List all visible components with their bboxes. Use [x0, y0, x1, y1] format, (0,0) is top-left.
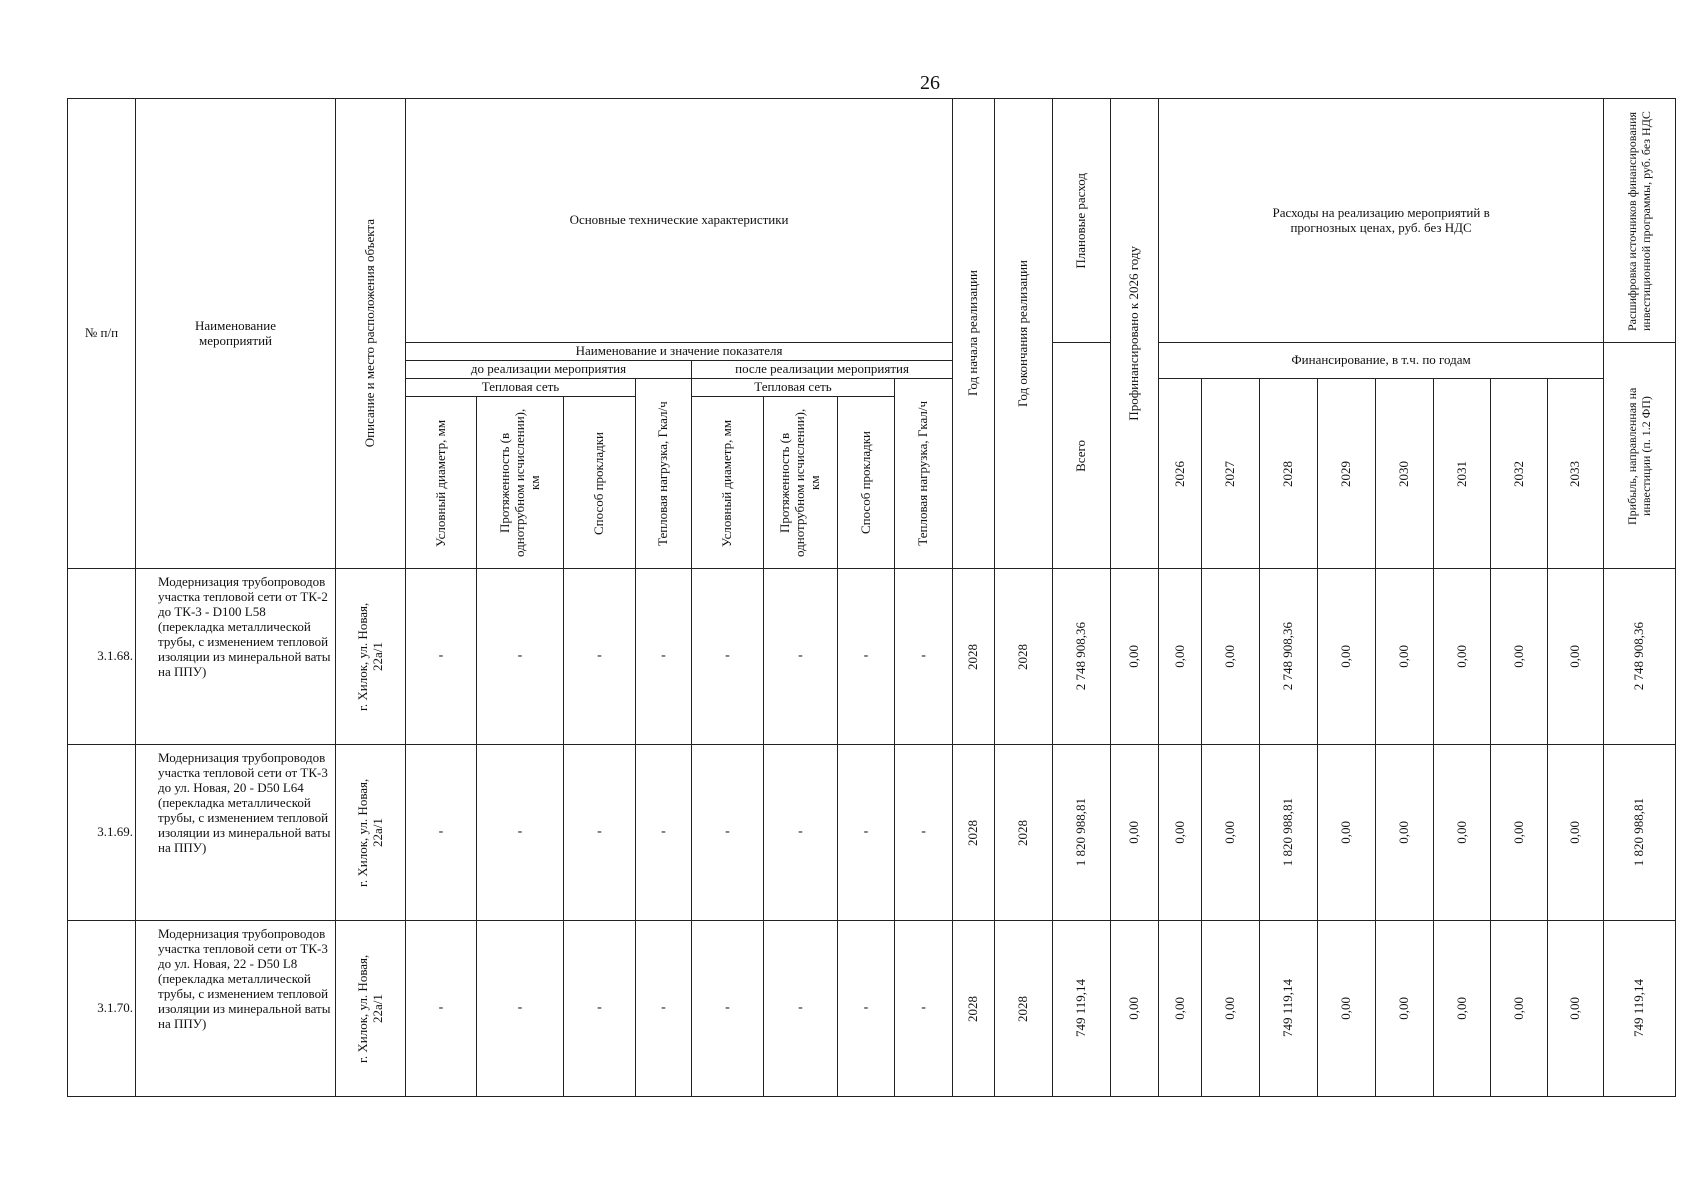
- row-end-year: 2028: [995, 569, 1053, 745]
- row-name: Модернизация трубопроводов участка тепловой сети от ТК-2 до ТК-3 - D100 L58 (перекладка металлической трубы, с изменением тепловой изоляции из минеральной ваты на ППУ): [136, 569, 336, 745]
- row-total: 2 748 908,36: [1053, 569, 1111, 745]
- row-year-2029: 0,00: [1318, 921, 1376, 1097]
- row-diameter-after: -: [692, 921, 764, 1097]
- header-profit: Прибыль, направленная на инвестиции (п. 1.2 ФП): [1604, 343, 1676, 569]
- header-year-2027: 2027: [1202, 379, 1260, 569]
- row-length-after: -: [764, 569, 838, 745]
- header-location: Описание и место расположения объекта: [336, 99, 406, 569]
- row-year-2033: 0,00: [1548, 921, 1604, 1097]
- row-length-before: -: [477, 921, 564, 1097]
- row-num: 3.1.68.: [68, 569, 136, 745]
- row-length-after: -: [764, 745, 838, 921]
- row-year-2031: 0,00: [1434, 921, 1491, 1097]
- row-load-before: -: [636, 745, 692, 921]
- row-diameter-before: -: [406, 569, 477, 745]
- row-location: г. Хилок, ул. Новая, 22а/1: [336, 569, 406, 745]
- header-sources-title: Расшифровка источников финансирования инвестиционной программы, руб. без НДС: [1604, 99, 1676, 343]
- row-total: 749 119,14: [1053, 921, 1111, 1097]
- row-prefinanced: 0,00: [1111, 745, 1159, 921]
- header-end-year: Год окончания реализации: [995, 99, 1053, 569]
- row-num: 3.1.69.: [68, 745, 136, 921]
- header-name: Наименование мероприятий: [136, 99, 336, 569]
- row-year-2031: 0,00: [1434, 569, 1491, 745]
- row-load-before: -: [636, 921, 692, 1097]
- header-year-2031: 2031: [1434, 379, 1491, 569]
- row-laying-before: -: [564, 921, 636, 1097]
- row-profit: 749 119,14: [1604, 921, 1676, 1097]
- row-diameter-after: -: [692, 745, 764, 921]
- row-laying-after: -: [838, 921, 895, 1097]
- row-year-2026: 0,00: [1159, 921, 1202, 1097]
- page-number: 26: [920, 72, 940, 94]
- row-name: Модернизация трубопроводов участка тепловой сети от ТК-3 до ул. Новая, 22 - D50 L8 (перекладка металлической трубы, с изменением тепловой изоляции из минеральной ваты на ППУ): [136, 921, 336, 1097]
- row-length-after: -: [764, 921, 838, 1097]
- header-after: после реализации мероприятия: [692, 361, 953, 379]
- header-laying-after: Способ прокладки: [838, 397, 895, 569]
- header-tech-title: Основные технические характеристики: [406, 99, 953, 343]
- row-total: 1 820 988,81: [1053, 745, 1111, 921]
- row-year-2028: 749 119,14: [1260, 921, 1318, 1097]
- row-year-2028: 2 748 908,36: [1260, 569, 1318, 745]
- header-expenses-title: Расходы на реализацию мероприятий в прогнозных ценах, руб. без НДС: [1159, 99, 1604, 343]
- row-end-year: 2028: [995, 745, 1053, 921]
- table-row: [68, 921, 1676, 1097]
- row-year-2027: 0,00: [1202, 745, 1260, 921]
- row-prefinanced: 0,00: [1111, 921, 1159, 1097]
- row-start-year: 2028: [953, 569, 995, 745]
- header-num: № п/п: [68, 99, 136, 569]
- row-load-after: -: [895, 569, 953, 745]
- row-diameter-after: -: [692, 569, 764, 745]
- header-planned-cost: Плановые расход: [1053, 99, 1111, 343]
- header-diameter-after: Условный диаметр, мм: [692, 397, 764, 569]
- row-year-2026: 0,00: [1159, 569, 1202, 745]
- investment-table: [67, 98, 1676, 1097]
- row-year-2029: 0,00: [1318, 569, 1376, 745]
- row-year-2033: 0,00: [1548, 569, 1604, 745]
- row-year-2027: 0,00: [1202, 921, 1260, 1097]
- header-prefinanced: Профинансировано к 2026 году: [1111, 99, 1159, 569]
- row-load-after: -: [895, 921, 953, 1097]
- row-start-year: 2028: [953, 745, 995, 921]
- row-year-2026: 0,00: [1159, 745, 1202, 921]
- header-diameter-before: Условный диаметр, мм: [406, 397, 477, 569]
- row-location: г. Хилок, ул. Новая, 22а/1: [336, 921, 406, 1097]
- table-row: [68, 569, 1676, 745]
- row-location: г. Хилок, ул. Новая, 22а/1: [336, 745, 406, 921]
- row-load-before: -: [636, 569, 692, 745]
- table-row: [68, 745, 1676, 921]
- row-year-2031: 0,00: [1434, 745, 1491, 921]
- row-laying-after: -: [838, 569, 895, 745]
- header-length-before: Протяженность (в однотрубном исчислении), км: [477, 397, 564, 569]
- row-laying-before: -: [564, 569, 636, 745]
- row-name: Модернизация трубопроводов участка тепловой сети от ТК-3 до ул. Новая, 20 - D50 L64 (перекладка металлической трубы, с изменением тепловой изоляции из минеральной ваты на ППУ): [136, 745, 336, 921]
- row-laying-after: -: [838, 745, 895, 921]
- row-year-2030: 0,00: [1376, 569, 1434, 745]
- row-diameter-before: -: [406, 921, 477, 1097]
- header-heat-network-before: Тепловая сеть: [406, 379, 636, 397]
- row-year-2027: 0,00: [1202, 569, 1260, 745]
- row-num: 3.1.70.: [68, 921, 136, 1097]
- header-financing-title: Финансирование, в т.ч. по годам: [1159, 343, 1604, 379]
- header-year-2032: 2032: [1491, 379, 1548, 569]
- row-prefinanced: 0,00: [1111, 569, 1159, 745]
- header-year-2033: 2033: [1548, 379, 1604, 569]
- header-laying-before: Способ прокладки: [564, 397, 636, 569]
- row-year-2028: 1 820 988,81: [1260, 745, 1318, 921]
- row-year-2032: 0,00: [1491, 921, 1548, 1097]
- header-length-after: Протяженность (в однотрубном исчислении), км: [764, 397, 838, 569]
- header-total: Всего: [1053, 343, 1111, 569]
- row-year-2030: 0,00: [1376, 745, 1434, 921]
- row-laying-before: -: [564, 745, 636, 921]
- row-length-before: -: [477, 569, 564, 745]
- header-load-before: Тепловая нагрузка, Гкал/ч: [636, 379, 692, 569]
- header-year-2029: 2029: [1318, 379, 1376, 569]
- row-year-2032: 0,00: [1491, 569, 1548, 745]
- row-start-year: 2028: [953, 921, 995, 1097]
- header-indicator-title: Наименование и значение показателя: [406, 343, 953, 361]
- header-year-2030: 2030: [1376, 379, 1434, 569]
- header-heat-network-after: Тепловая сеть: [692, 379, 895, 397]
- header-year-2028: 2028: [1260, 379, 1318, 569]
- row-year-2032: 0,00: [1491, 745, 1548, 921]
- header-year-2026: 2026: [1159, 379, 1202, 569]
- row-year-2029: 0,00: [1318, 745, 1376, 921]
- row-end-year: 2028: [995, 921, 1053, 1097]
- row-year-2030: 0,00: [1376, 921, 1434, 1097]
- header-load-after: Тепловая нагрузка, Гкал/ч: [895, 379, 953, 569]
- header-before: до реализации мероприятия: [406, 361, 692, 379]
- row-year-2033: 0,00: [1548, 745, 1604, 921]
- row-length-before: -: [477, 745, 564, 921]
- row-profit: 1 820 988,81: [1604, 745, 1676, 921]
- row-profit: 2 748 908,36: [1604, 569, 1676, 745]
- header-start-year: Год начала реализации: [953, 99, 995, 569]
- row-load-after: -: [895, 745, 953, 921]
- row-diameter-before: -: [406, 745, 477, 921]
